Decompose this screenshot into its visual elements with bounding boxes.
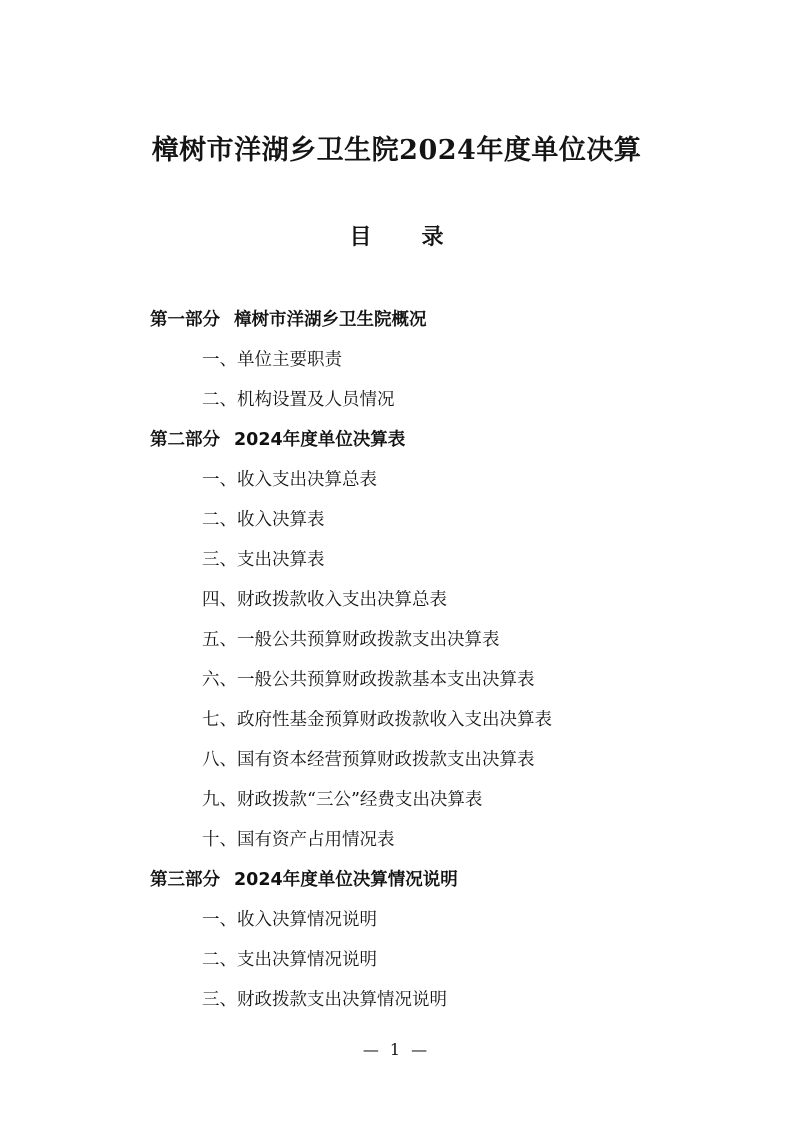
toc-part-label-1: 第一部分 [150,310,220,330]
toc-entry[interactable]: 一、单位主要职责 [202,350,342,370]
toc-part-heading-1[interactable] [150,300,670,340]
toc-entry[interactable]: 六、一般公共预算财政拨款基本支出决算表 [202,670,535,690]
toc-entry[interactable]: 二、收入决算表 [202,510,325,530]
toc-part-title-2: 2024年度单位决算表 [234,430,406,450]
toc-entry[interactable]: 二、机构设置及人员情况 [202,390,395,410]
page-number: — 1 — [362,1040,431,1059]
toc-entry[interactable]: 八、国有资本经营预算财政拨款支出决算表 [202,750,535,770]
toc-entry[interactable]: 九、财政拨款“三公”经费支出决算表 [202,790,483,810]
toc-part-label-3: 第三部分 [150,870,220,890]
toc-part-heading-3[interactable] [150,860,670,900]
table-of-contents-heading: 目 录 [349,224,458,250]
toc-entry[interactable]: 七、政府性基金预算财政拨款收入支出决算表 [202,710,552,730]
toc-entry[interactable]: 一、收入决算情况说明 [202,910,377,930]
table-of-contents [150,300,670,1020]
toc-entry[interactable]: 三、财政拨款支出决算情况说明 [202,990,447,1010]
toc-entry[interactable]: 五、一般公共预算财政拨款支出决算表 [202,630,500,650]
toc-entry[interactable]: 十、国有资产占用情况表 [202,830,395,850]
toc-part-title-1: 樟树市洋湖乡卫生院概况 [234,310,427,330]
toc-entry[interactable]: 四、财政拨款收入支出决算总表 [202,590,447,610]
toc-part-heading-2[interactable] [150,420,670,460]
document-title: 樟树市洋湖乡卫生院2024年度单位决算 [151,135,642,166]
toc-part-title-3: 2024年度单位决算情况说明 [234,870,458,890]
toc-entry[interactable]: 一、收入支出决算总表 [202,470,377,490]
toc-part-label-2: 第二部分 [150,430,220,450]
toc-entry[interactable]: 二、支出决算情况说明 [202,950,377,970]
toc-entry[interactable]: 三、支出决算表 [202,550,325,570]
